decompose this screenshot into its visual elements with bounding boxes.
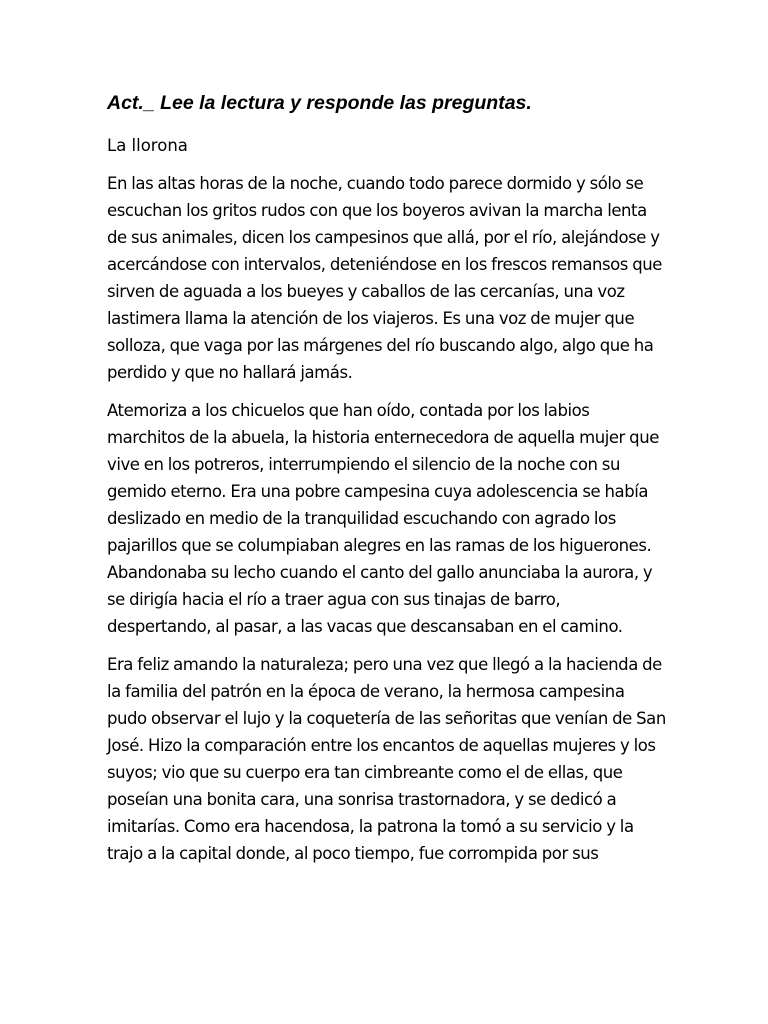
paragraph-line: suyos; vio que su cuerpo era tan cimbreante como el de ellas, que: [107, 763, 623, 782]
paragraph-line: escuchan los gritos rudos con que los boyeros avivan la marcha lenta: [107, 201, 647, 220]
paragraph-line: sirven de aguada a los bueyes y caballos de las cercanías, una voz: [107, 282, 625, 301]
paragraph-line: José. Hizo la comparación entre los encantos de aquellas mujeres y los: [107, 736, 656, 755]
paragraph-line: pajarillos que se columpiaban alegres en las ramas de los higuerones.: [107, 536, 652, 555]
paragraph-line: Atemoriza a los chicuelos que han oído, contada por los labios: [107, 401, 590, 420]
paragraph-line: gemido eterno. Era una pobre campesina cuya adolescencia se había: [107, 482, 649, 501]
paragraph-line: deslizado en medio de la tranquilidad escuchando con agrado los: [107, 509, 616, 528]
paragraph-line: trajo a la capital donde, al poco tiempo, fue corrompida por sus: [107, 844, 599, 863]
paragraph-2: [107, 397, 667, 640]
activity-heading: Act._ Lee la lectura y responde las preguntas.: [107, 92, 532, 114]
paragraph-line: se dirigía hacia el río a traer agua con sus tinajas de barro,: [107, 590, 561, 609]
document-body: [107, 90, 667, 878]
paragraph-line: perdido y que no hallará jamás.: [107, 363, 353, 382]
paragraph-3: [107, 651, 667, 867]
story-title: La llorona: [107, 136, 188, 155]
paragraph-line: solloza, que vaga por las márgenes del río buscando algo, algo que ha: [107, 336, 654, 355]
paragraph-line: acercándose con intervalos, deteniéndose en los frescos remansos que: [107, 255, 662, 274]
paragraph-line: marchitos de la abuela, la historia enternecedora de aquella mujer que: [107, 428, 659, 447]
paragraph-line: imitarías. Como era hacendosa, la patrona la tomó a su servicio y la: [107, 817, 634, 836]
paragraph-line: En las altas horas de la noche, cuando todo parece dormido y sólo se: [107, 174, 644, 193]
paragraph-line: poseían una bonita cara, una sonrisa trastornadora, y se dedicó a: [107, 790, 617, 809]
paragraph-line: vive en los potreros, interrumpiendo el silencio de la noche con su: [107, 455, 620, 474]
paragraph-1: [107, 170, 667, 386]
paragraph-line: de sus animales, dicen los campesinos que allá, por el río, alejándose y: [107, 228, 660, 247]
paragraph-line: Era feliz amando la naturaleza; pero una vez que llegó a la hacienda de: [107, 655, 662, 674]
paragraph-line: lastimera llama la atención de los viajeros. Es una voz de mujer que: [107, 309, 635, 328]
paragraph-line: pudo observar el lujo y la coquetería de las señoritas que venían de San: [107, 709, 666, 728]
paragraph-line: despertando, al pasar, a las vacas que descansaban en el camino.: [107, 617, 623, 636]
paragraph-line: la familia del patrón en la época de verano, la hermosa campesina: [107, 682, 625, 701]
paragraph-line: Abandonaba su lecho cuando el canto del gallo anunciaba la aurora, y: [107, 563, 653, 582]
